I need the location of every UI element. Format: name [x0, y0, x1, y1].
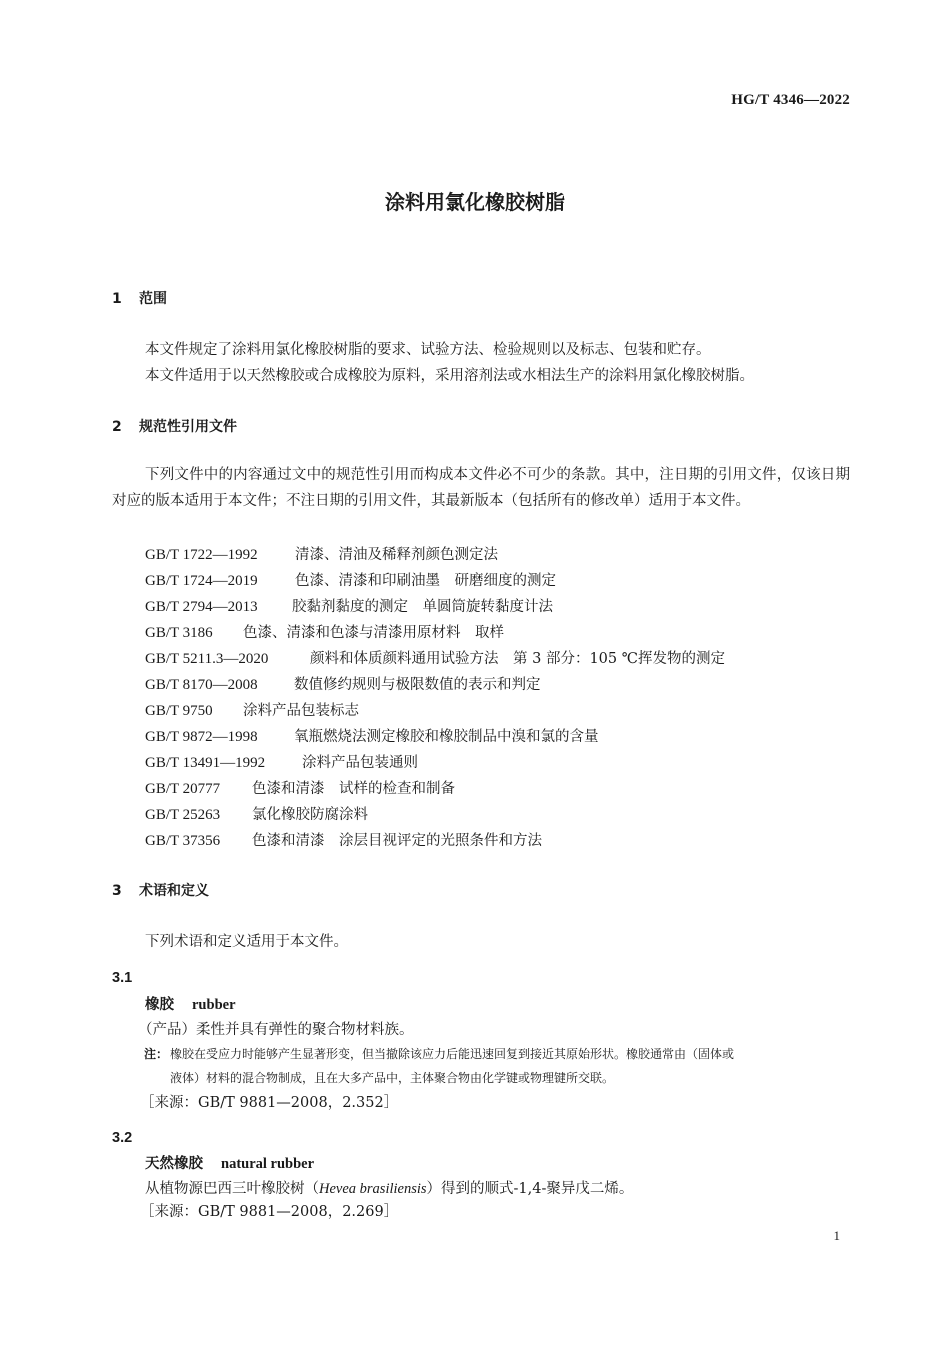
reference-item: [145, 777, 455, 798]
reference-code: GB/T 1724—2019: [145, 573, 258, 589]
section-number: 3: [112, 883, 122, 899]
term-number: 3.2: [112, 1130, 133, 1146]
reference-code: GB/T 1722—1992: [145, 547, 258, 563]
reference-name: 氯化橡胶防腐涂料: [252, 807, 368, 823]
reference-code: GB/T 37356: [145, 833, 221, 849]
note-text-line-1: 橡胶在受应力时能够产生显著形变，但当撤除该应力后能迅速回复到接近其原始形状。橡胶通常由（固体或: [170, 1047, 735, 1061]
reference-item: [145, 725, 599, 746]
term-english: natural rubber: [221, 1156, 315, 1172]
terms-intro-paragraph: 下列术语和定义适用于本文件。: [145, 934, 348, 950]
reference-item: [145, 543, 498, 564]
references-intro-paragraph: 下列文件中的内容通过文中的规范性引用而构成本文件必不可少的条款。其中，注日期的引用文件，仅该日期对应的版本适用于本文件；不注日期的引用文件，其最新版本（包括所有的修改单）适用于本文件。: [112, 467, 850, 509]
scope-paragraph-1: 本文件规定了涂料用氯化橡胶树脂的要求、试验方法、检验规则以及标志、包装和贮存。: [145, 342, 711, 358]
reference-name: 颜料和体质颜料通用试验方法 第 3 部分：105 ℃挥发物的测定: [310, 651, 725, 667]
term-source: ［来源：GB/T 9881—2008，2.352］: [140, 1095, 399, 1111]
section-title: 规范性引用文件: [139, 419, 237, 435]
definition-text-before: 从植物源巴西三叶橡胶树（: [145, 1181, 319, 1197]
section-2-heading: [112, 416, 237, 436]
reference-item: [145, 673, 541, 694]
definition-text-after: ）得到的顺式-1,4-聚异戊二烯。: [426, 1181, 634, 1197]
term-source: ［来源：GB/T 9881—2008，2.269］: [140, 1204, 399, 1220]
term-definition: [145, 1177, 633, 1198]
reference-code: GB/T 9872—1998: [145, 729, 258, 745]
reference-name: 色漆、清漆和印刷油墨 研磨细度的测定: [295, 573, 556, 589]
reference-code: GB/T 2794—2013: [145, 599, 258, 615]
reference-item: [145, 621, 504, 642]
term-heading: [145, 993, 236, 1014]
section-number: 2: [112, 419, 122, 435]
reference-name: 色漆和清漆 试样的检查和制备: [252, 781, 455, 797]
note-label: 注：: [144, 1047, 169, 1061]
reference-name: 色漆和清漆 涂层目视评定的光照条件和方法: [252, 833, 542, 849]
reference-code: GB/T 13491—1992: [145, 755, 266, 771]
section-1-heading: [112, 288, 167, 308]
section-3-heading: [112, 880, 209, 900]
reference-code: GB/T 8170—2008: [145, 677, 258, 693]
term-chinese: 天然橡胶: [145, 1155, 203, 1172]
standard-number: HG/T 4346—2022: [731, 92, 850, 108]
reference-name: 胶黏剂黏度的测定 单圆筒旋转黏度计法: [292, 599, 553, 615]
page-number: 1: [833, 1228, 840, 1243]
reference-name: 涂料产品包装通则: [302, 755, 418, 771]
note-text-line-2: 液体）材料的混合物制成，且在大多产品中，主体聚合物由化学键或物理键所交联。: [170, 1071, 615, 1085]
reference-name: 清漆、清油及稀释剂颜色测定法: [295, 547, 498, 563]
section-title: 范围: [139, 291, 167, 307]
scope-paragraph-2: 本文件适用于以天然橡胶或合成橡胶为原料，采用溶剂法或水相法生产的涂料用氯化橡胶树脂。: [145, 368, 754, 384]
reference-item: [145, 803, 368, 824]
reference-item: [145, 751, 418, 772]
term-definition: （产品）柔性并具有弹性的聚合物材料族。: [138, 1022, 414, 1038]
scientific-name: Hevea brasiliensis: [319, 1181, 427, 1197]
reference-code: GB/T 3186: [145, 625, 213, 641]
reference-code: GB/T 5211.3—2020: [145, 651, 269, 667]
document-title: 涂料用氯化橡胶树脂: [385, 190, 565, 214]
reference-name: 氧瓶燃烧法测定橡胶和橡胶制品中溴和氯的含量: [294, 729, 599, 745]
section-number: 1: [112, 291, 122, 307]
reference-item: [145, 699, 359, 720]
term-number: 3.1: [112, 970, 133, 986]
reference-code: GB/T 20777: [145, 781, 221, 797]
reference-name: 色漆、清漆和色漆与清漆用原材料 取样: [243, 625, 504, 641]
section-title: 术语和定义: [139, 883, 209, 899]
reference-name: 涂料产品包装标志: [243, 703, 359, 719]
reference-item: [145, 595, 553, 616]
term-chinese: 橡胶: [145, 996, 174, 1013]
reference-item: [145, 647, 725, 668]
reference-item: [145, 829, 542, 850]
term-heading: [145, 1152, 314, 1173]
reference-item: [145, 569, 556, 590]
term-english: rubber: [192, 997, 236, 1013]
reference-code: GB/T 9750: [145, 703, 213, 719]
reference-name: 数值修约规则与极限数值的表示和判定: [294, 677, 541, 693]
reference-code: GB/T 25263: [145, 807, 221, 823]
